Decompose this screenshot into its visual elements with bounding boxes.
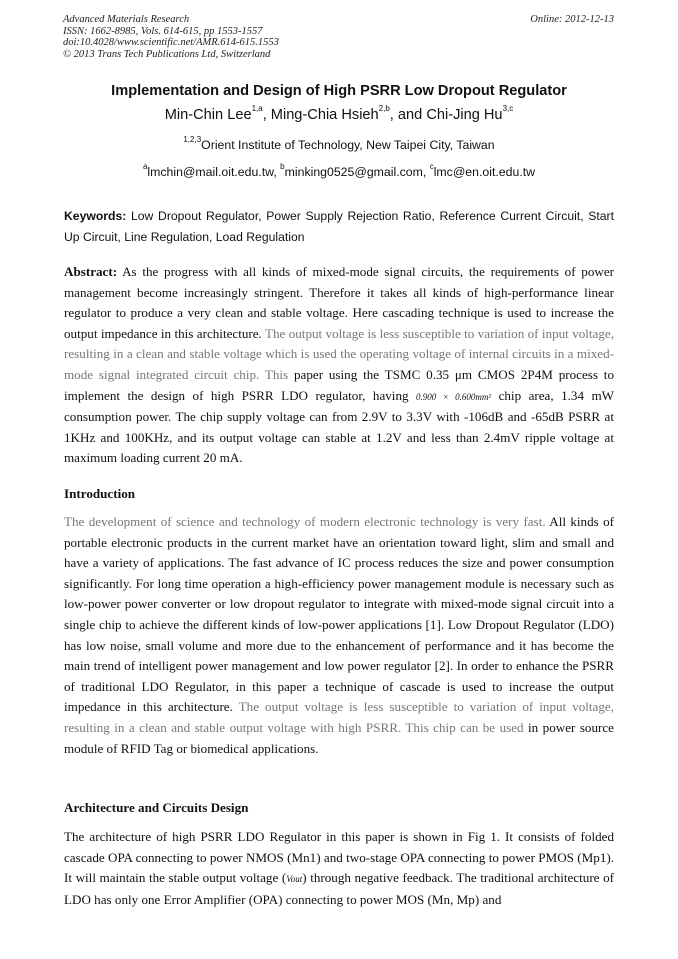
author-name: Chi-Jing Hu [426,107,503,123]
affiliation-text: Orient Institute of Technology, New Taipei City, Taiwan [201,138,495,152]
email-marker: c [429,162,434,171]
email-link[interactable]: minking0525@gmail.com, [284,165,430,179]
journal-copyright: © 2013 Trans Tech Publications Ltd, Switzerland [63,48,271,60]
author-separator: , and [389,107,427,123]
author-separator: , [262,107,271,123]
abstract-section [64,262,614,469]
intro-text: in power source module of RFID Tag or biomedical applications. [64,719,614,756]
journal-issn: ISSN: 1662-8985, Vols. 614-615, pp 1553-1557 [63,25,263,37]
intro-text-gray: The development of science and technology of modern electronic technology is very fast. [64,514,546,529]
keywords-section [64,206,614,247]
intro-text: All kinds of portable electronic products in the current market have an orientation toward light, slim and small and have a variety of applications. The fast advance of IC process reduces the size and power consumption significantly. For long time operation a high-efficiency power management module is necessary such as low-power power converter or low dropout regulator to integrate with mixed-mode signal circuit into a single chip to achieve the different kinds of low-power applications [1]. Low Dropout Regulator (LDO) has low noise, small volume and more due to the enhancement of performance and it has become the main trend of intelligent power management and low power regulator [2]. In order to enhance the PSRR of traditional LDO Regulator, in this paper a technique of cascade is used to increase the output impedance in this architecture. [64,514,614,715]
author-affil-marker: 3,c [502,104,514,113]
architecture-body [64,827,614,910]
vout-symbol: Vout [286,874,303,885]
arch-text: ) through negative feedback. The traditional architecture of LDO has only one Error Amplifier (OPA) connecting to power MOS (Mn, Mp) and [64,870,614,907]
journal-header [63,14,279,60]
author-affil-marker: 1,a [251,104,263,113]
arch-text: The architecture of high PSRR LDO Regulator in this paper is shown in Fig 1. It consists of folded cascade OPA connecting to power NMOS (Mn1) and two-stage OPA connecting to power PMOS (Mp1). It will maintain the stable output voltage ( [64,829,614,886]
author-list [0,104,678,123]
introduction-heading: Introduction [64,486,136,501]
journal-doi: doi:10.4028/www.scientific.net/AMR.614-615.1553 [63,37,279,49]
author-name: Ming-Chia Hsieh [270,107,379,123]
email-marker: a [142,162,148,171]
affiliation-marker: 1,2,3 [183,135,202,144]
abstract-text: chip area, 1.34 mW consumption power. The chip supply voltage can from 2.9V to 3.3V with -106dB and -65dB PSRR at 1KHz and 100KHz, and its output voltage can stable at 1.2V and less than 2.4mV ripple voltage at maximum loading current 20 mA. [64,387,614,466]
architecture-heading: Architecture and Circuits Design [64,800,249,815]
paper-title: Implementation and Design of High PSRR Low Dropout Regulator [111,83,567,99]
keywords-text: Low Dropout Regulator, Power Supply Rejection Ratio, Reference Current Circuit, Start Up Circuit, Line Regulation, Load Regulation [64,209,614,244]
chip-area-formula: 0.900 × 0.600mm² [416,391,492,402]
author-affil-marker: 2,b [378,104,390,113]
author-name: Min-Chin Lee [164,107,252,123]
journal-name: Advanced Materials Research [63,14,190,25]
online-date: Online: 2012-12-13 [530,14,614,25]
email-link[interactable]: lmchin@mail.oit.edu.tw, [147,165,281,179]
email-link[interactable]: lmc@en.oit.edu.tw [433,165,536,179]
abstract-text: As the progress with all kinds of mixed-mode signal circuits, the requirements of power management become increasingly stringent. Therefore it takes all kinds of high-performance linear regulator to produce a very clean and stable voltage. Here cascading technique is used to increase the output impedance in this architecture. [64,264,614,341]
abstract-text: paper using the TSMC 0.35 μm CMOS 2P4M process to implement the design of high PSRR LDO regulator, having [64,366,614,403]
abstract-label: Abstract: [64,264,118,279]
intro-text-gray: The output voltage is less susceptible to variation of input voltage, resulting in a clean and stable output voltage with high PSRR. This chip can be used [64,699,615,735]
author-emails [0,162,678,179]
email-marker: b [280,162,285,171]
introduction-body [64,512,614,759]
affiliation [0,135,678,152]
abstract-text-gray: The output voltage is less susceptible to variation of input voltage, resulting in a clean and stable voltage which is used the operating voltage of internal circuits in a mixed-mode signal integrated circuit chip. This [64,325,615,382]
keywords-label: Keywords: [64,209,127,223]
